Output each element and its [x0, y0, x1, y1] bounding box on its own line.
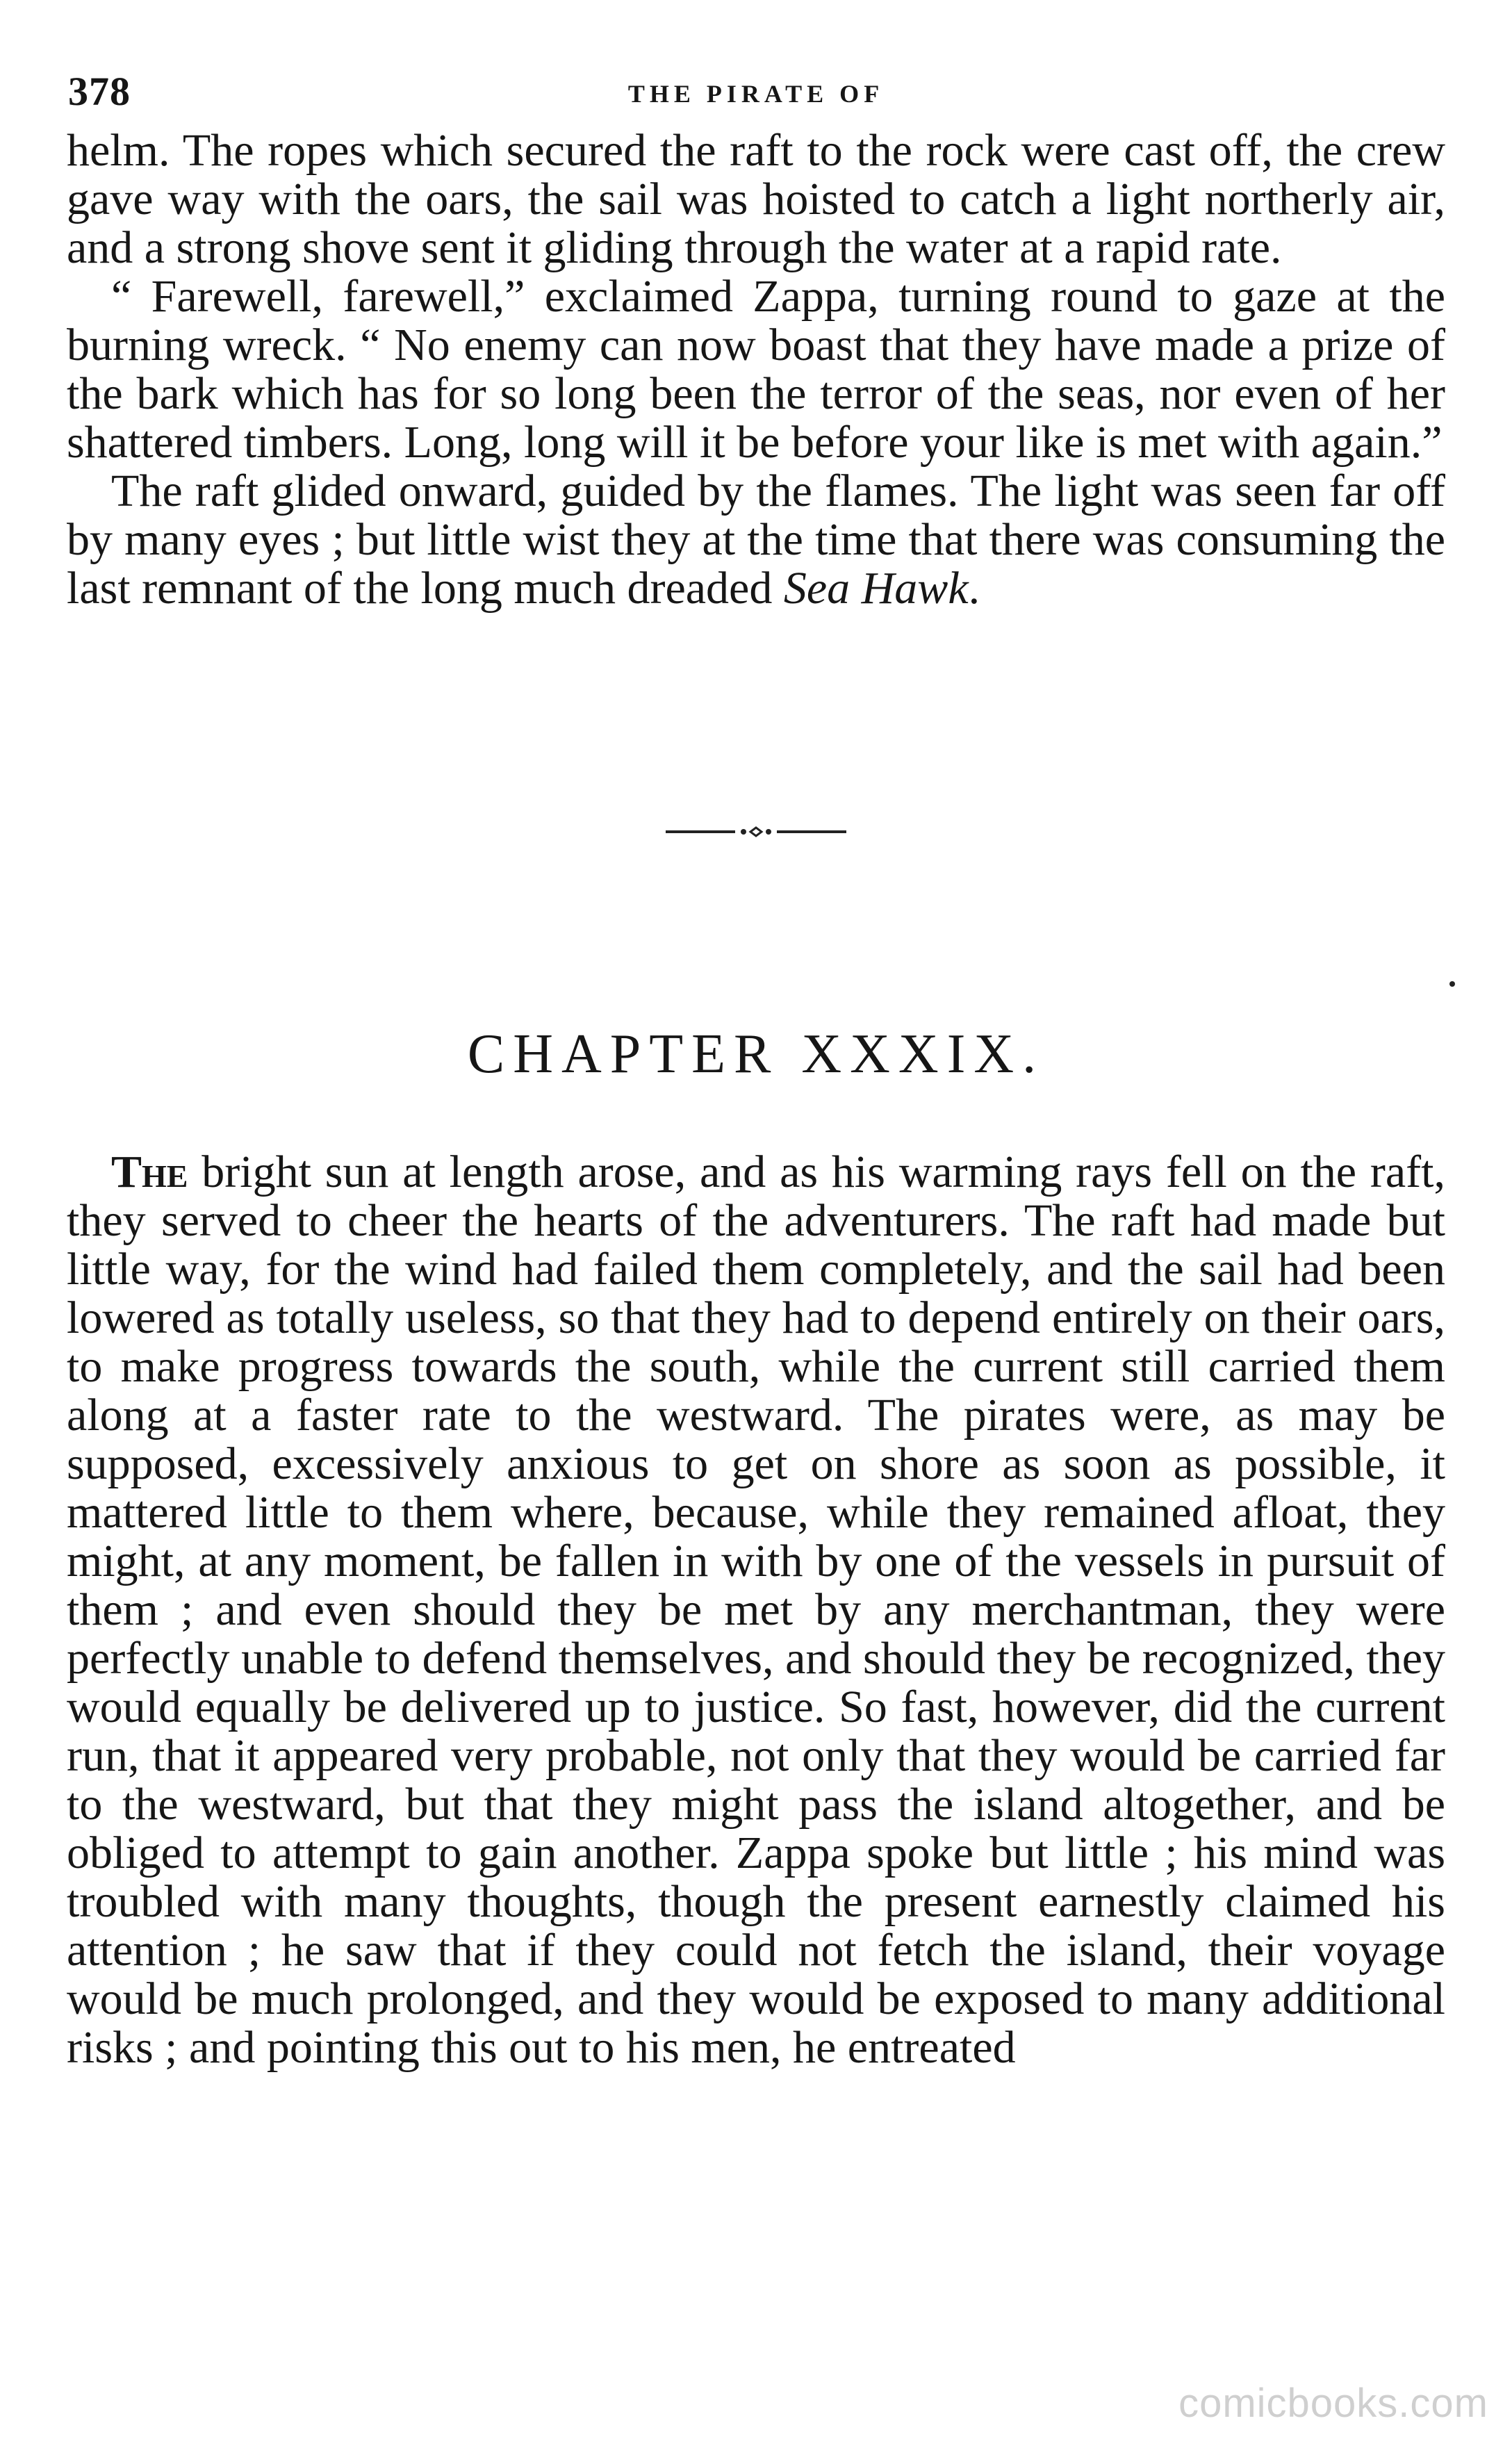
- page-number: 378: [68, 69, 131, 114]
- chapter-first-paragraph: [67, 1148, 1445, 2072]
- paragraph-body: bright sun at length arose, and as his warming rays fell on the raft, they served to cheer the hearts of the adventurers. The raft had made but little way, for the wind had failed them completely, and the sail had been lowered as totally useless, so that they had to depend entirely on their oars, to make progress towards the south, while the current still carried them along at a faster rate to the westward. The pirates were, as may be supposed, excessively anxious to get on shore as soon as possible, it mattered little to them where, because, while they remained afloat, they might, at any moment, be fallen in with by one of the vessels in pursuit of them ; and even should they be met by any merchantman, they were perfectly unable to defend themselves, and should they be recognized, they would equally be delivered up to justice. So fast, however, did the current run, that it appeared very probable, not only that they would be carried far to the westward, but that they might pass the island altogether, and be obliged to attempt to gain another. Zappa spoke but little ; his mind was troubled with many thoughts, though the present earnestly claimed his attention ; he saw that if they could not fetch the island, their voyage would be much prolonged, and they would be exposed to many additional risks ; and pointing this out to his men, he entreated: [67, 1147, 1445, 2073]
- page-header: [67, 64, 1445, 126]
- book-page: [67, 64, 1445, 2072]
- rule-ornament-icon: [666, 821, 846, 842]
- chapter-title: CHAPTER XXXIX.: [467, 1024, 1045, 1085]
- running-head: THE PIRATE OF: [627, 80, 885, 108]
- print-speck: [1449, 981, 1455, 987]
- section-ornament: [67, 821, 1445, 905]
- closing-paragraph: [67, 467, 1445, 613]
- paragraph: “ Farewell, farewell,” exclaimed Zappa, turning round to gaze at the burning wreck. “ No enemy can now boast that they have made a prize of the bark which has for so long been the terror of the seas, nor even of her shattered timbers. Long, long will it be before your like is met with again.”: [67, 271, 1445, 468]
- paragraph: helm. The ropes which secured the raft to the rock were cast off, the crew gave way with the oars, the sail was hoisted to catch a light northerly air, and a strong shove sent it gliding through the water at a rapid rate.: [67, 125, 1445, 273]
- continuation-text: [67, 126, 1445, 613]
- closing-paragraph-end: .: [968, 563, 980, 614]
- chapter-text: [67, 1148, 1445, 2072]
- watermark: comicbooks.com: [1178, 2381, 1488, 2426]
- ship-name: Sea Hawk: [783, 563, 969, 614]
- closing-paragraph-text: The raft glided onward, guided by the flames. The light was seen far off by many eyes ; but little wist they at the time that there was consuming the last remnant of the long much dreaded: [67, 466, 1445, 614]
- opening-word: The: [111, 1147, 188, 1197]
